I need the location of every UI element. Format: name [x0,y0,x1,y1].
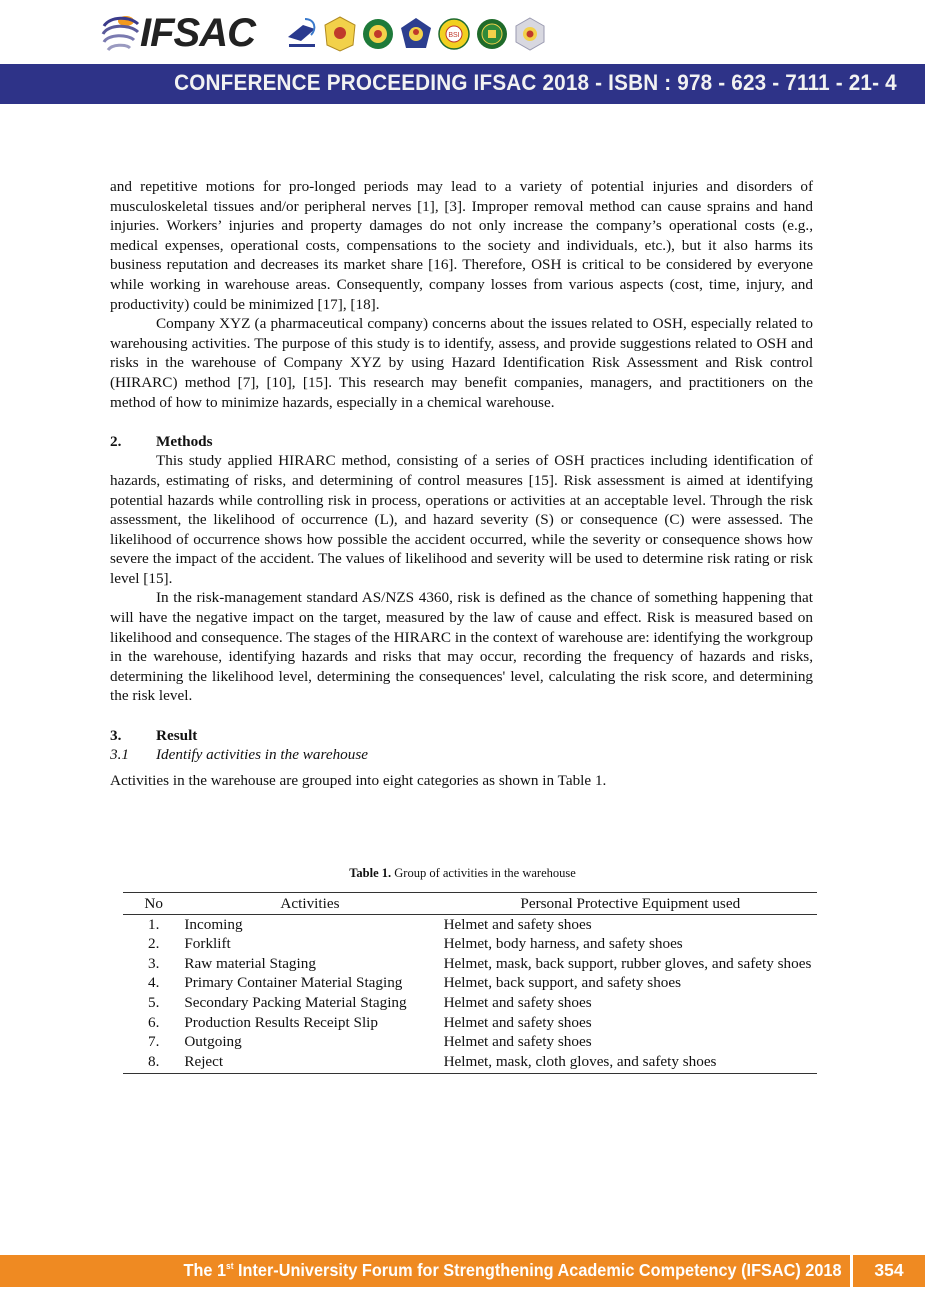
section-number: 3. [110,726,122,744]
footer-title [184,1260,842,1281]
section-title: Methods [156,432,213,450]
cell-ppe: Helmet and safety shoes [443,1033,592,1051]
section-title: Result [156,726,198,744]
partner-logos [285,14,547,54]
section-heading-result [110,726,813,746]
cell-ppe: Helmet and safety shoes [443,1013,592,1031]
ppe-table [123,892,817,1074]
table-row [123,993,817,1013]
paragraph-methods-hirarc: This study applied HIRARC method, consisting of a series of OSH practices including identification of hazards, estimating of risks, and determining of control measures [15]. Risk assessment is aimed at identifying potential hazards while controlling risk in process, operations or activities at an acceptable level. Through the risk assessment, the likelihood of occurrence (L), and hazard severity (S) or consequence (C) were assessed. The likelihood of occurrence shows how possible the accident occurred, while the severity or consequence shows how severe the impact of the accident. The values of likelihood and severity will be used to determine risk rating or risk level [15]. [110,452,813,587]
ifsac-logo [100,8,280,58]
page-number-box [853,1255,925,1287]
table-caption [0,866,925,881]
table-header-row [123,893,817,915]
header-ppe: Personal Protective Equipment used [444,893,817,915]
cell-activity: Production Results Receipt Slip [184,1013,378,1031]
cell-no: 7. [147,1033,160,1051]
ifsac-brand-text: IFSAC [140,11,255,55]
header-band [0,64,925,104]
footer-title-sup: st [226,1261,234,1272]
cell-ppe: Helmet, back support, and safety shoes [443,974,682,992]
cell-ppe: Helmet and safety shoes [443,993,592,1011]
cell-no: 8. [123,1052,184,1074]
header-activities: Activities [184,893,443,915]
cell-activity: Incoming [184,915,243,933]
svg-text:BSI: BSI [448,32,460,39]
cell-activity: Forklift [184,935,231,953]
paragraph-intro-continued: and repetitive motions for pro-longed periods may lead to a variety of potential injuries and disorders of musculoskeletal tissues and/or peripheral nerves [1], [3]. Improper removal method can cause sprains and hand injuries. Workers’ injuries and property damages do not only increase the company’s operational costs (e.g., medical expenses, operational costs, compensations to the society and individuals, etc.), but it also harms its business reputation and decreases its market share [16]. Therefore, OSH is critical to be considered by everyone while working in warehouse areas. Consequently, company losses from various aspects (cost, time, injury, and productivity) could be minimized [17], [18]. [110,178,813,313]
table-row [123,1032,817,1052]
footer-band [0,1255,850,1287]
table-row [123,914,817,934]
cell-ppe: Helmet, body harness, and safety shoes [443,935,683,953]
section-number: 2. [110,432,122,450]
university-logo-darkgreen-icon [475,15,509,53]
cell-no: 2. [147,935,160,953]
university-logo-grey-icon [513,15,547,53]
cell-activity: Outgoing [184,1033,242,1051]
paragraph-methods-risk: In the risk-management standard AS/NZS 4360, risk is defined as the chance of something happening that will have the negative impact on the target, measured by the law of cause and effect. Risk is measured based on likelihood and consequence. The stages of the HIRARC in the context of warehouse are: identifying the workgroup in the warehouse, identifying hazards and risks that may occur, recording the frequency of hazards and risks, determining the likelihood level, determining the consequences' level, calculating the risk score, and determining the risk level. [110,589,813,705]
cell-no: 3. [147,954,160,972]
subsection-title: Identify activities in the warehouse [156,746,369,764]
footer-title-suffix: Inter-University Forum for Strengthening Academic Competency (IFSAC) 2018 [233,1260,842,1280]
table-caption-text: Group of activities in the warehouse [391,866,576,880]
cell-no: 5. [147,993,160,1011]
table-row [123,973,817,993]
university-logo-bsi-icon [437,15,471,53]
page-content [110,177,813,790]
subsection-number: 3.1 [110,746,129,764]
ifsac-swirl-icon [100,12,144,56]
cell-activity: Raw material Staging [184,954,316,972]
cell-no: 6. [147,1013,160,1031]
university-logo-blue-icon [399,15,433,53]
paragraph-purpose: Company XYZ (a pharmaceutical company) concerns about the issues related to OSH, especially related to warehousing activities. The purpose of this study is to identify, assess, and provide suggestions related to OSH and risks in the warehouse of Company XYZ by using Hazard Identification Risk Assessment and Risk control (HIRARC) method [7], [10], [15]. This research may benefit companies, managers, and practitioners on the method of how to minimize hazards, especially in a chemical warehouse. [110,315,813,411]
cell-activity: Secondary Packing Material Staging [184,993,407,1011]
proceeding-title: CONFERENCE PROCEEDING IFSAC 2018 - ISBN : 978 - 623 - 7111 - 21- 4 [174,70,897,95]
table-row [123,954,817,974]
cell-ppe: Helmet and safety shoes [443,915,592,933]
university-logo-green-icon [361,15,395,53]
section-heading-methods [110,432,813,452]
logo-row [0,0,925,64]
cell-activity: Reject [184,1052,443,1074]
cell-ppe: Helmet, mask, back support, rubber gloves, and safety shoes [443,954,812,972]
header-no: No [123,893,184,915]
footer-title-prefix: The 1 [184,1260,227,1280]
page-number: 354 [874,1260,904,1280]
table-row [123,1052,817,1074]
table-row [123,934,817,954]
cell-ppe: Helmet, mask, cloth gloves, and safety shoes [444,1052,817,1074]
table-caption-label: Table 1. [349,866,392,880]
cell-no: 1. [147,915,160,933]
cell-no: 4. [147,974,160,992]
university-logo-yellow-icon [323,15,357,53]
subsection-heading-activities [110,745,813,765]
cell-activity: Primary Container Material Staging [184,974,403,992]
ristekdikti-logo-icon [285,15,319,53]
paragraph-table-intro: Activities in the warehouse are grouped into eight categories as shown in Table 1. [110,771,607,789]
table-row [123,1013,817,1033]
